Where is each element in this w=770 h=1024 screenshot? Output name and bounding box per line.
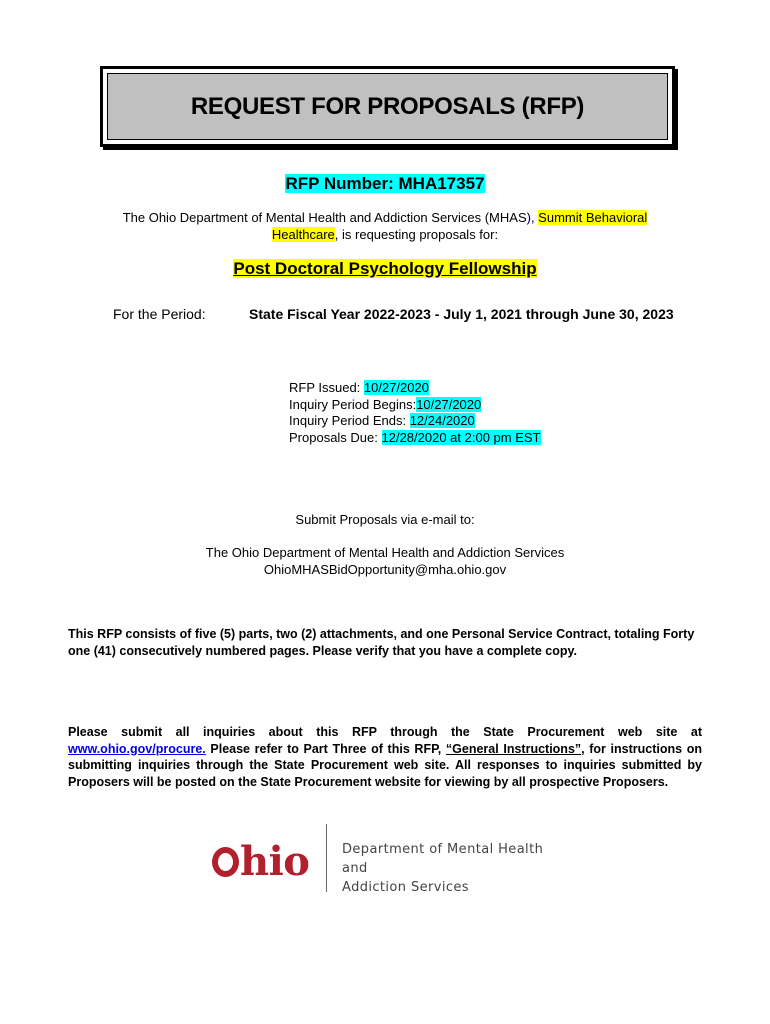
date-label: RFP Issued: <box>289 380 364 395</box>
logo-line-2: Addiction Services <box>342 880 469 895</box>
submission-contact <box>0 545 770 578</box>
ohio-o-icon <box>212 847 239 877</box>
intro-after: , is requesting proposals for: <box>334 227 499 242</box>
logo-divider <box>326 824 327 892</box>
period-label: For the Period: <box>113 306 206 322</box>
ohio-mhas-logo <box>212 824 572 895</box>
period-value: State Fiscal Year 2022-2023 - July 1, 2021 through June 30, 2023 <box>249 306 674 322</box>
date-row-proposals-due <box>289 430 541 447</box>
logo-line-1: Department of Mental Health and <box>342 842 544 876</box>
ohio-wordmark <box>212 838 309 885</box>
submission-email[interactable]: OhioMHASBidOpportunity@mha.ohio.gov <box>263 561 507 577</box>
organization-name: The Ohio Department of Mental Health and Addiction Services <box>205 545 565 560</box>
date-value: 12/24/2020 <box>409 413 475 428</box>
title-banner <box>107 73 668 140</box>
submit-instruction: Submit Proposals via e-mail to: <box>295 512 475 527</box>
date-row-inquiry-ends <box>289 413 541 430</box>
date-label: Inquiry Period Ends: <box>289 413 410 428</box>
intro-text <box>0 209 770 243</box>
logo-department-text <box>342 840 572 897</box>
ohio-wordmark-text: hio <box>240 838 310 885</box>
intro-highlight-1: Summit Behavioral <box>538 210 648 225</box>
procure-link[interactable]: www.ohio.gov/procure. <box>68 741 206 756</box>
rfp-number-line <box>0 174 770 194</box>
key-dates <box>289 380 541 446</box>
program-title-line <box>0 259 770 279</box>
program-title: Post Doctoral Psychology Fellowship <box>233 259 537 278</box>
inquiry-paragraph <box>68 724 702 790</box>
document-title: REQUEST FOR PROPOSALS (RFP) <box>190 92 585 120</box>
date-value: 10/27/2020 <box>416 396 482 412</box>
date-label: Inquiry Period Begins: <box>289 396 417 412</box>
inquiry-text: Please submit all inquiries about this RFP through the State Procurement web site at <box>68 725 702 739</box>
date-value: 10/27/2020 <box>363 380 429 395</box>
intro-highlight-2: Healthcare <box>271 227 335 242</box>
general-instructions-ref: “General Instructions” <box>445 741 582 756</box>
inquiry-text: Please refer to Part Three of this RFP, <box>205 741 446 756</box>
date-row-rfp-issued <box>289 380 541 397</box>
title-box <box>100 66 675 147</box>
intro-before: The Ohio Department of Mental Health and Addiction Services (MHAS), <box>122 210 539 225</box>
inquiry-text: , for instructions on submitting inquiries through the State Procurement web site. All responses to inquiries submitted by Proposers will be posted on the State Procurement website for viewing by all prospective Proposers. <box>68 741 703 789</box>
rfp-number: RFP Number: MHA17357 <box>285 174 485 193</box>
summary-paragraph: This RFP consists of five (5) parts, two (2) attachments, and one Personal Service Contract, totaling Forty one (41) consecutively numbered pages. Please verify that you have a complete copy. <box>68 627 695 658</box>
date-label: Proposals Due: <box>289 429 382 445</box>
date-row-inquiry-begins <box>289 397 541 414</box>
date-value: 12/28/2020 at 2:00 pm EST <box>381 429 541 445</box>
